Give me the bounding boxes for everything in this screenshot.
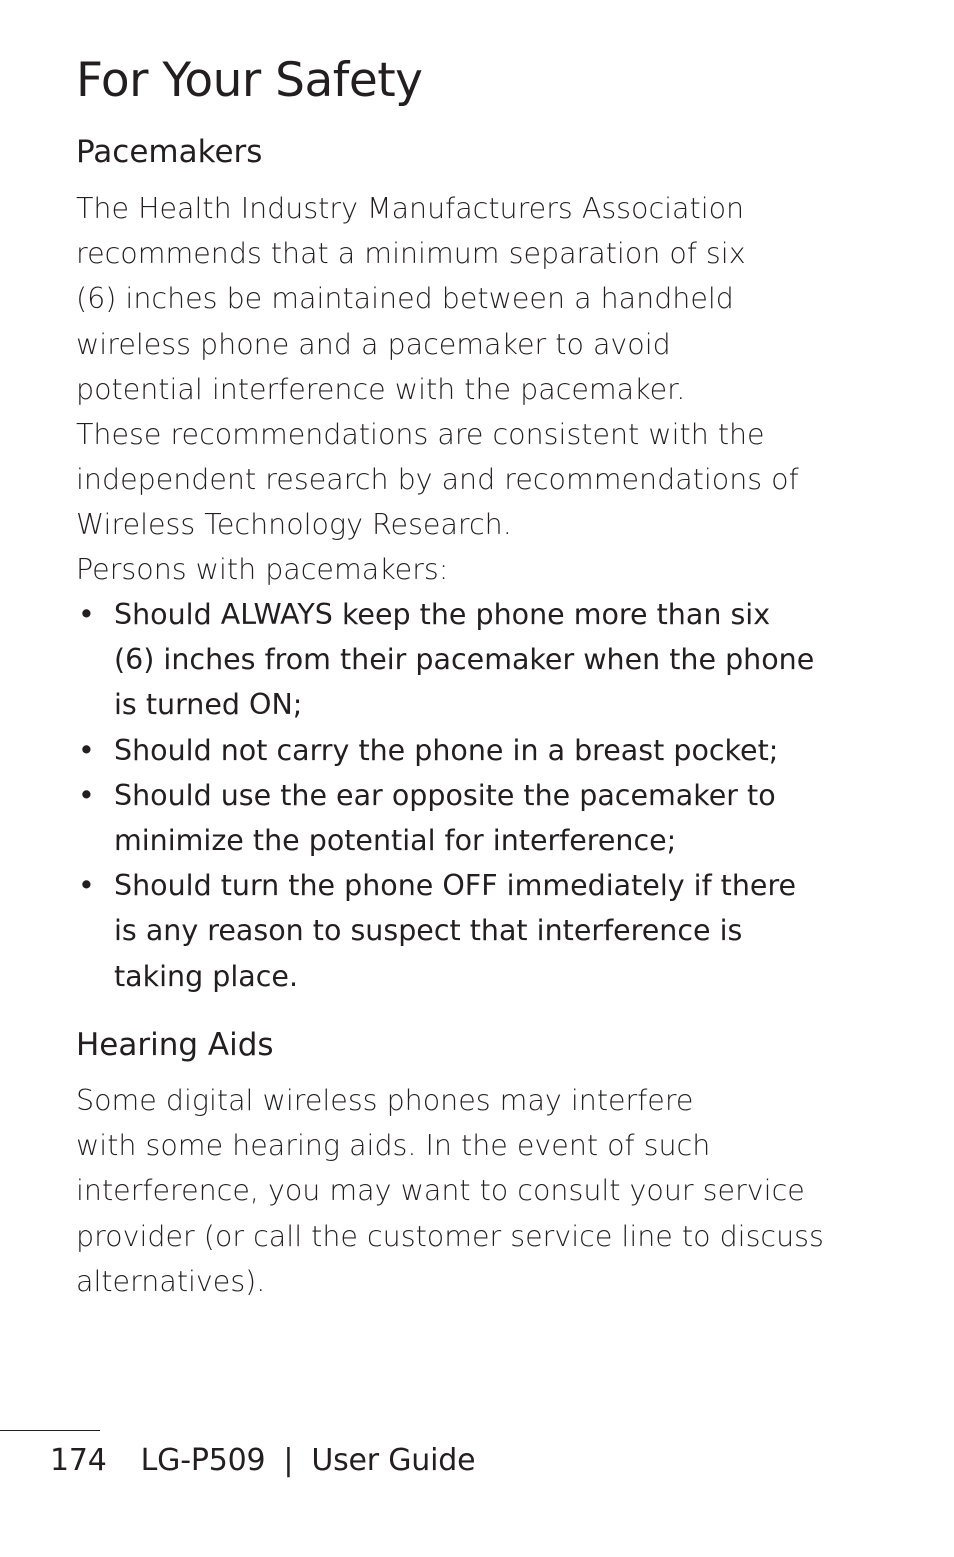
pacemakers-paragraph-1 [76,186,876,412]
text-line: recommends that a minimum separation of six [76,237,746,271]
list-item [76,863,896,999]
list-item [76,592,896,728]
text-line: Should turn the phone OFF immediately if there [114,869,797,903]
bullet-icon: • [78,598,95,631]
text-line: independent research by and recommendations of [76,463,799,497]
footer-separator: | [283,1443,294,1478]
list-item [76,773,896,863]
text-line: is any reason to suspect that interference is [114,914,743,948]
bullet-icon: • [78,733,95,767]
text-line: potential interference with the pacemaker. [76,372,686,406]
footer-rule [0,1430,100,1431]
text-line: alternatives). [76,1264,266,1298]
page-footer [50,1443,475,1479]
pacemaker-guidelines-list [76,592,896,999]
text-line: Should not carry the phone in a breast pocket; [114,733,779,767]
text-line: Should use the ear opposite the pacemaker to [114,778,776,812]
page-title: For Your Safety [76,53,423,108]
list-item [76,728,896,773]
bullet-icon: • [78,869,95,903]
text-line: (6) inches be maintained between a handheld [76,282,734,316]
model-name: LG-P509 [140,1443,266,1478]
hearing-aids-heading: Hearing Aids [76,1027,274,1063]
hearing-aids-paragraph [76,1078,876,1304]
pacemakers-paragraph-3 [76,547,876,592]
pacemakers-heading: Pacemakers [76,134,263,170]
text-line: Should ALWAYS keep the phone more than six [114,598,771,631]
guide-label: User Guide [311,1443,476,1478]
text-line: (6) inches from their pacemaker when the phone [114,643,815,677]
text-line: is turned ON; [114,688,303,722]
text-line: taking place. [114,959,299,993]
text-line: Persons with pacemakers: [76,553,449,586]
text-line: provider (or call the customer service line to discuss [76,1219,824,1253]
pacemakers-paragraph-2 [76,412,876,548]
text-line: interference, you may want to consult your service [76,1174,805,1208]
text-line: with some hearing aids. In the event of such [76,1129,711,1163]
text-line: wireless phone and a pacemaker to avoid [76,327,671,361]
text-line: These recommendations are consistent with the [76,418,765,451]
text-line: The Health Industry Manufacturers Association [76,192,745,225]
text-line: Wireless Technology Research. [76,508,512,542]
page-number: 174 [50,1443,107,1478]
text-line: minimize the potential for interference; [114,824,677,858]
bullet-icon: • [78,778,95,812]
text-line: Some digital wireless phones may interfere [76,1084,694,1117]
